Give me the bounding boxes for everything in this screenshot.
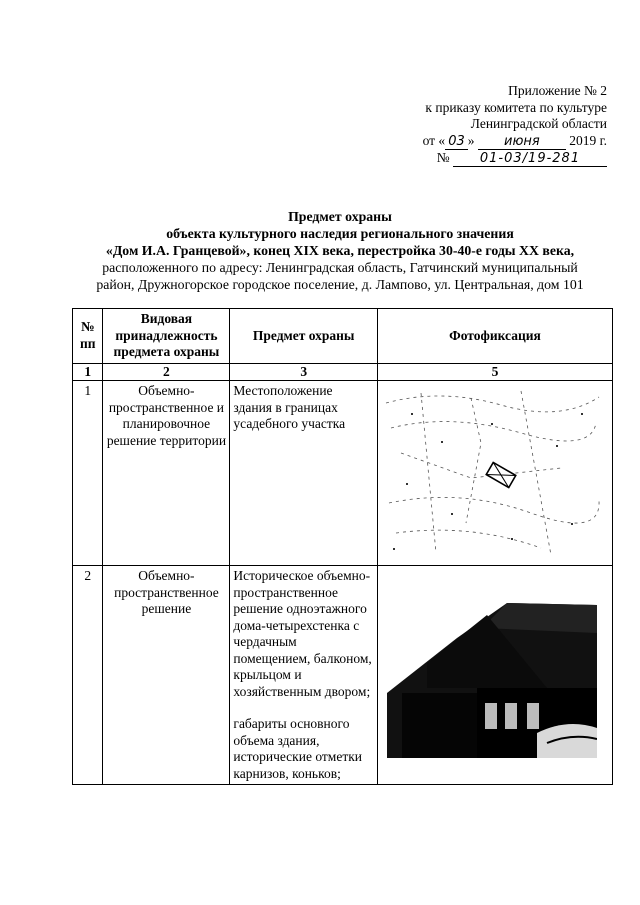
title-line-3: «Дом И.А. Гранцевой», конец XIX века, перестройка 30-40-е годы XX века,	[105, 243, 575, 258]
protection-subject-table	[72, 308, 613, 785]
header-num: № пп	[73, 309, 103, 364]
row-2-subject-part-1: Историческое объемно-пространственное решение одноэтажного дома-четырехстенка с чердачным помещением, балконом, крыльцом и хозяйственным двором;	[233, 568, 372, 699]
row-2-photo-cell	[377, 566, 612, 785]
house-photo-icon	[387, 593, 597, 758]
site-plan-image	[381, 383, 603, 563]
date-day: 03	[445, 135, 468, 150]
row-1-subject: Местоположение здания в границах усадебного участка	[230, 381, 378, 566]
row-2-subject	[230, 566, 378, 785]
house-photo	[381, 593, 609, 758]
column-number-5: 5	[377, 363, 612, 381]
date-mid: »	[467, 132, 475, 148]
title-line-4: расположенного по адресу: Ленинградская область, Гатчинский муниципальный	[102, 260, 578, 275]
appendix-line-2: к приказу комитета по культуре	[425, 99, 607, 115]
header-subject: Предмет охраны	[230, 309, 378, 364]
row-1-num: 1	[73, 381, 103, 566]
row-2-type: Объемно-пространственное решение	[103, 566, 230, 785]
row-2-subject-part-2: габариты основного объема здания, исторические отметки карнизов, коньков;	[233, 716, 363, 781]
appendix-number-line	[423, 150, 607, 167]
title-line-2: объекта культурного наследия регионального значения	[166, 226, 514, 241]
column-number-1: 1	[73, 363, 103, 381]
date-month: июня	[478, 135, 566, 150]
document-title	[60, 208, 620, 293]
appendix-block	[423, 83, 607, 167]
order-number: 01-03/19-281	[453, 152, 607, 167]
row-1-type: Объемно-пространственное и планировочное решение территории	[103, 381, 230, 566]
column-number-3: 3	[230, 363, 378, 381]
title-line-1: Предмет охраны	[288, 209, 392, 224]
appendix-date-line	[423, 133, 607, 150]
date-year: 2019 г.	[569, 132, 607, 148]
appendix-line-3: Ленинградской области	[470, 116, 607, 131]
site-plan-map-icon	[381, 383, 603, 563]
header-type: Видовая принадлежность предмета охраны	[103, 309, 230, 364]
header-photo: Фотофиксация	[377, 309, 612, 364]
row-1-photo-cell	[377, 381, 612, 566]
row-2-num: 2	[73, 566, 103, 785]
date-prefix: от «	[422, 132, 446, 148]
title-line-5: район, Дружногорское городское поселение, д. Лампово, ул. Центральная, дом 101	[96, 277, 584, 292]
column-number-2: 2	[103, 363, 230, 381]
column-number-row	[73, 363, 613, 381]
appendix-line-1: Приложение № 2	[508, 83, 607, 98]
number-prefix: №	[436, 149, 450, 165]
table-row	[73, 566, 613, 785]
header-row	[73, 309, 613, 364]
table-row	[73, 381, 613, 566]
